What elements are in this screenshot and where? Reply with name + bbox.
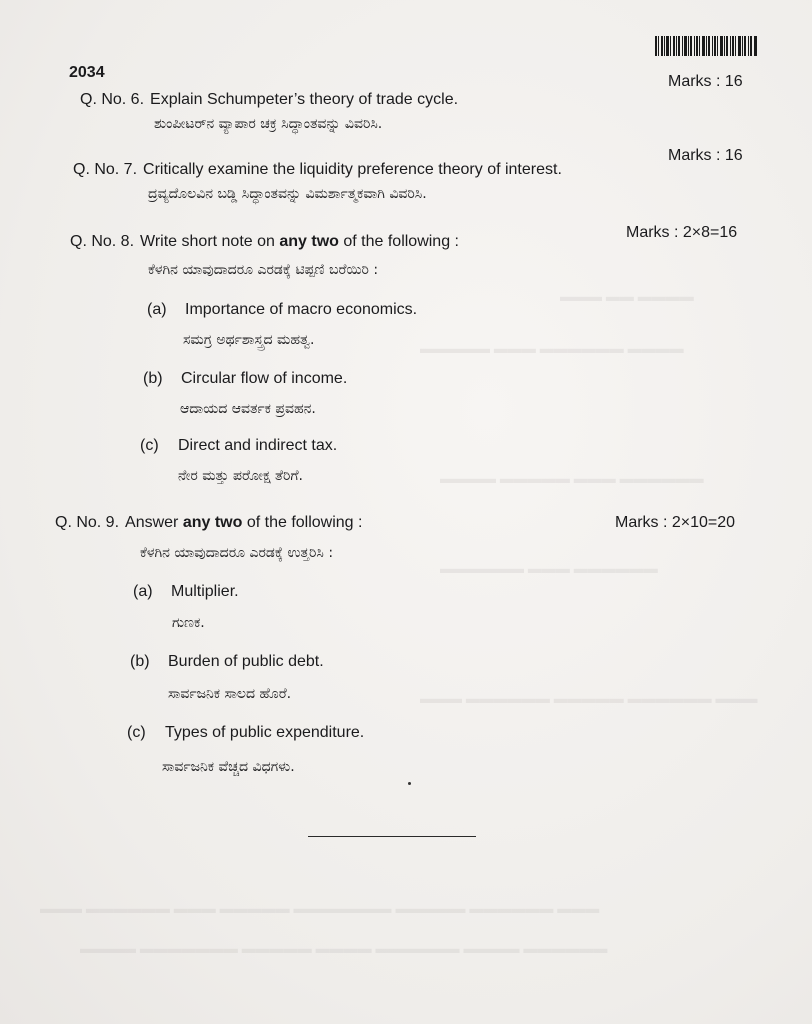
question-8-option-b — [143, 370, 347, 388]
barcode — [655, 36, 757, 56]
question-text-start: Write short note on — [140, 233, 280, 250]
option-letter: (c) — [127, 724, 146, 741]
option-text: Burden of public debt. — [168, 653, 324, 670]
question-number: Q. No. 8. — [70, 233, 135, 250]
question-text-start: Answer — [125, 514, 183, 531]
option-letter: (b) — [143, 370, 163, 387]
question-8-kannada: ಕೆಳಗಿನ ಯಾವುದಾದರೂ ಎರಡಕ್ಕೆ ಟಿಪ್ಪಣಿ ಬರೆಯಿರಿ : — [148, 262, 379, 278]
question-number: Q. No. 6. — [80, 91, 145, 108]
question-number: Q. No. 9. — [55, 514, 120, 531]
option-a-kannada: ಗುಣಕ. — [172, 615, 205, 631]
bleed-through-text: ▬▬▬▬▬ ▬▬▬ ▬▬▬▬▬▬ ▬▬▬▬ — [420, 340, 684, 356]
question-text-emphasis: any two — [182, 514, 243, 531]
question-text-emphasis: any two — [279, 233, 339, 250]
question-7-marks: Marks : 16 — [668, 147, 743, 164]
option-text: Importance of macro economics. — [185, 301, 418, 318]
bleed-through-text: ▬▬▬▬▬▬ ▬▬▬ ▬▬▬▬▬▬ — [440, 560, 658, 576]
option-letter: (a) — [133, 583, 153, 600]
question-9-kannada: ಕೆಳಗಿನ ಯಾವುದಾದರೂ ಎರಡಕ್ಕೆ ಉತ್ತರಿಸಿ : — [140, 545, 334, 561]
question-8 — [70, 233, 459, 251]
option-b-kannada: ಆದಾಯದ ಆವರ್ತಕ ಪ್ರವಹನ. — [180, 401, 316, 417]
bleed-through-text: ▬▬▬▬ ▬▬▬▬▬ ▬▬▬ ▬▬▬▬▬▬ — [440, 470, 704, 486]
question-9-option-a — [133, 583, 239, 601]
question-6 — [80, 91, 458, 109]
question-9-option-c — [127, 724, 364, 742]
bleed-through-text: ▬▬▬▬ ▬▬▬▬▬▬▬ ▬▬▬▬▬ ▬▬▬▬ ▬▬▬▬▬▬ ▬▬▬▬ ▬▬▬▬▬▬ — [80, 940, 608, 956]
option-letter: (a) — [147, 301, 167, 318]
option-letter: (c) — [140, 437, 159, 454]
question-text-end: of the following : — [338, 233, 459, 250]
question-9-marks: Marks : 2×10=20 — [615, 514, 736, 531]
option-text: Direct and indirect tax. — [178, 437, 338, 454]
question-8-option-c — [140, 437, 337, 455]
question-8-marks: Marks : 2×8=16 — [626, 224, 738, 241]
question-6-marks: Marks : 16 — [668, 73, 743, 90]
question-8-option-a — [147, 301, 417, 319]
bleed-through-text: ▬▬▬ ▬▬▬▬▬▬ ▬▬▬▬▬ ▬▬▬▬▬▬ ▬▬▬ — [420, 690, 758, 706]
question-text: Critically examine the liquidity preference theory of interest. — [143, 161, 562, 178]
bleed-through-text: ▬▬▬ ▬▬▬▬▬▬ ▬▬▬ ▬▬▬▬▬ ▬▬▬▬▬▬▬ ▬▬▬▬▬ ▬▬▬▬▬▬ ▬▬▬ — [40, 900, 600, 916]
question-9 — [55, 514, 362, 532]
ink-dot — [408, 782, 411, 785]
option-text: Multiplier. — [171, 583, 239, 600]
paper-code: 2034 — [69, 64, 105, 81]
option-c-kannada: ಸಾರ್ವಜನಿಕ ವೆಚ್ಚದ ವಿಧಗಳು. — [162, 759, 295, 775]
option-c-kannada: ನೇರ ಮತ್ತು ಪರೋಕ್ಷ ತೆರಿಗೆ. — [178, 468, 303, 484]
question-6-kannada: ಶುಂಪೀಟರ್‌ನ ವ್ಯಾಪಾರ ಚಕ್ರ ಸಿದ್ಧಾಂತವನ್ನು ವಿವರಿಸಿ. — [154, 116, 383, 132]
question-7 — [73, 161, 562, 179]
option-b-kannada: ಸಾರ್ವಜನಿಕ ಸಾಲದ ಹೊರೆ. — [168, 686, 292, 702]
option-a-kannada: ಸಮಗ್ರ ಅರ್ಥಶಾಸ್ತ್ರದ ಮಹತ್ವ. — [183, 332, 315, 348]
option-text: Circular flow of income. — [181, 370, 348, 387]
question-number: Q. No. 7. — [73, 161, 138, 178]
question-text-end: of the following : — [242, 514, 363, 531]
bleed-through-text: ▬▬▬ ▬▬ ▬▬▬▬ — [560, 288, 694, 304]
end-rule — [308, 836, 476, 837]
question-text: Explain Schumpeter’s theory of trade cycle. — [150, 91, 459, 108]
option-letter: (b) — [130, 653, 150, 670]
question-9-option-b — [130, 653, 324, 671]
option-text: Types of public expenditure. — [165, 724, 365, 741]
question-7-kannada: ದ್ರವ್ಯದೊಲವಿನ ಬಡ್ಡಿ ಸಿದ್ಧಾಂತವನ್ನು ವಿಮರ್ಶಾತ್ಮಕವಾಗಿ ವಿವರಿಸಿ. — [148, 186, 427, 202]
